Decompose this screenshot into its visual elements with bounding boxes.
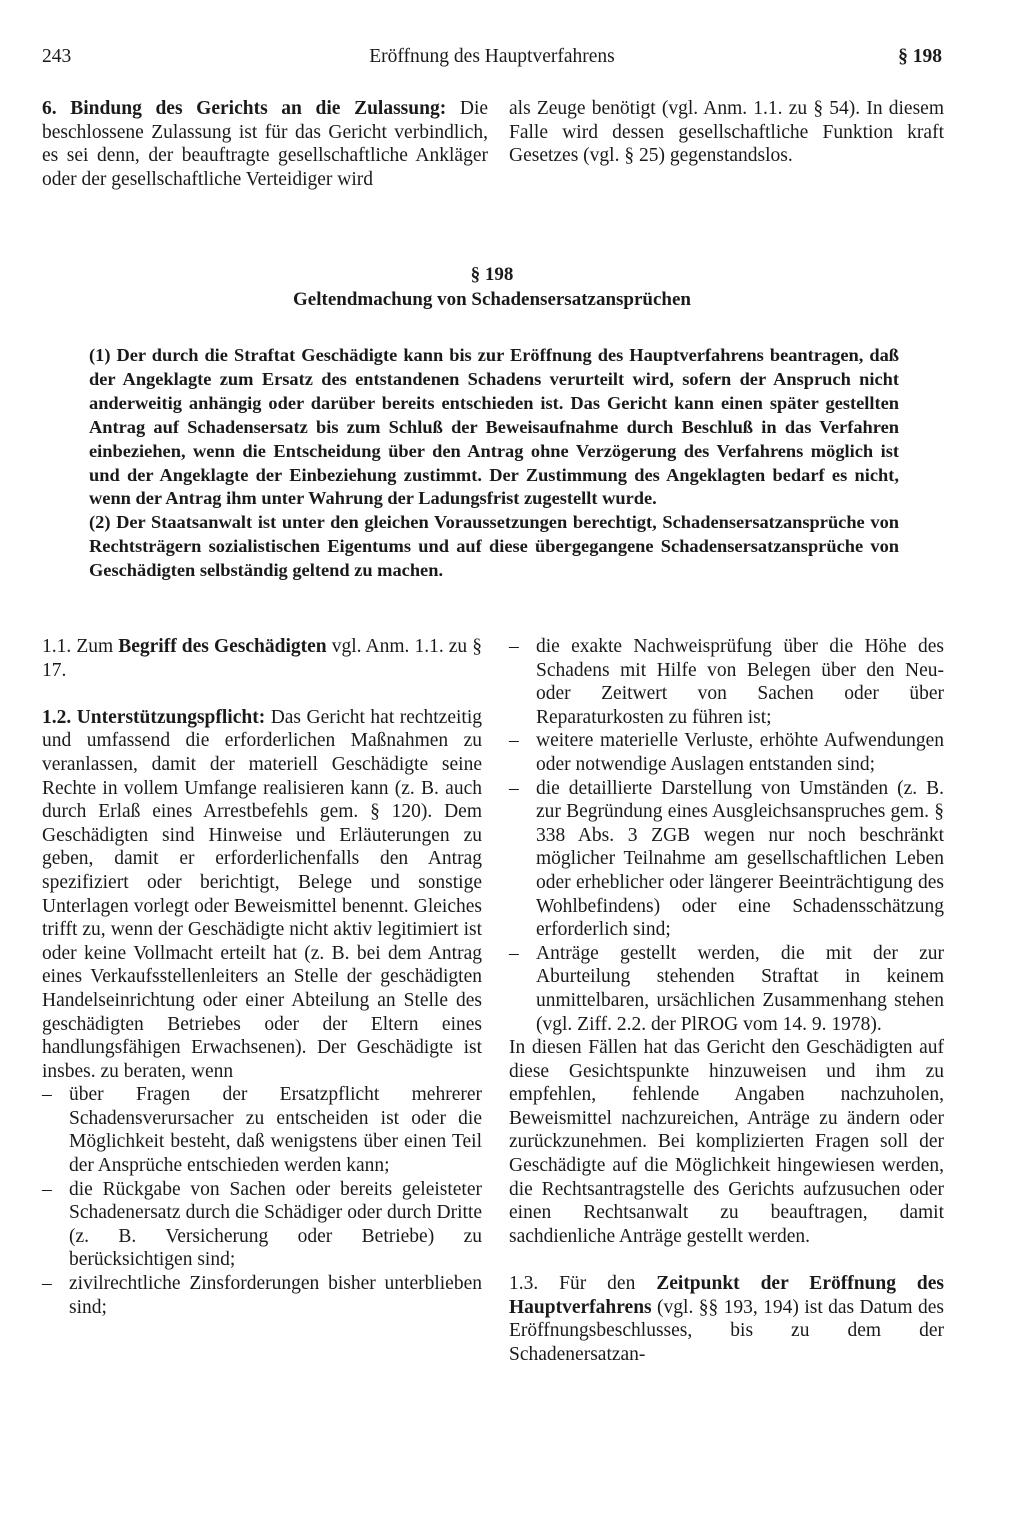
statute-text (89, 344, 899, 583)
note-1-2-heading: 1.2. Unterstützungspflicht: (42, 706, 266, 728)
list-item: – über Fragen der Ersatzpflicht mehrerer Schadensverursacher zu entscheiden ist oder die Möglichkeit besteht, daß wenigstens über einen Teil der Ansprüche entschieden werden kann; (42, 1083, 482, 1177)
section-heading (42, 262, 942, 312)
top-left-column (42, 97, 488, 191)
commentary-left-column (42, 635, 482, 1319)
note-1-3 (509, 1272, 944, 1366)
running-title: Eröffnung des Hauptverfahrens (369, 46, 615, 67)
commentary-right-column (509, 635, 944, 1366)
note-1-1-term: Begriff des Geschädigten (118, 636, 327, 657)
top-right-column (509, 97, 944, 168)
list-item: – zivilrechtliche Zinsforderungen bisher unterblieben sind; (42, 1272, 482, 1319)
note-1-1-prefix: 1.1. Zum (42, 636, 119, 657)
note-1-2 (42, 706, 482, 1084)
section-number: § 198 (470, 264, 514, 285)
section-title: Geltendmachung von Schadensersatzansprüchen (293, 289, 691, 310)
note-1-3-rest: (vgl. §§ 193, 194) ist das Datum des Eröffnungsbeschlusses, bis zu dem der Schadenersatzan- (509, 1296, 944, 1365)
note-1-1 (42, 635, 482, 682)
list-item: – die detaillierte Darstellung von Umständen (z. B. zur Begründung eines Ausgleichsanspruches gem. § 338 Abs. 3 ZGB wegen nur noch beschränkt möglicher Teilnahme am gesellschaftlichen Leben oder erheblicher oder längerer Beeinträchtigung des Wohlbefindens) oder eine Schadensschätzung erforderlich sind; (509, 777, 944, 942)
note-1-3-term: Zeitpunkt der Eröffnung des Hauptverfahrens (509, 1273, 944, 1318)
page-number: 243 (42, 46, 72, 67)
note-1-3-prefix: 1.3. Für den (509, 1273, 657, 1295)
statute-paragraph-1: (1) Der durch die Straftat Geschädigte kann bis zur Eröffnung des Hauptverfahrens beantragen, daß der Angeklagte zum Ersatz des entstandenen Schadens verurteilt wird, sofern der Anspruch nicht anderweitig anhängig oder darüber bereits entschieden ist. Das Gericht kann einen später gestellten Antrag auf Schadensersatz bis zum Schluß der Beweisaufnahme durch Beschluß in das Verfahren einbeziehen, wenn die Entscheidung über den Antrag ohne Verzögerung des Verfahrens möglich ist und der Angeklagte der Einbeziehung zustimmt. Der Zustimmung des Angeklagten bedarf es nicht, wenn der Antrag ihm unter Wahrung der Ladungsfrist zugestellt wurde. (89, 345, 899, 509)
list-item: – Anträge gestellt werden, die mit der zur Aburteilung stehenden Straftat in keinem unmittelbaren, ursächlichen Zusammenhang stehen (vgl. Ziff. 2.2. der PlROG vom 14. 9. 1978). (509, 942, 944, 1036)
note-6 (42, 97, 488, 191)
list-item: – die Rückgabe von Sachen oder bereits geleisteter Schadenersatz durch die Schädiger oder durch Dritte (z. B. Versicherung oder Betriebe) zu berücksichtigen sind; (42, 1178, 482, 1272)
note-1-2-text: Das Gericht hat rechtzeitig und umfassend die erforderlichen Maßnahmen zu veranlassen, damit der materiell Geschädigte seine Rechte in vollem Umfange realisieren kann (z. B. auch durch Erlaß eines Arrestbefehls gem. § 120). Dem Geschädigten sind Hinweise und Erläuterungen zu geben, damit er erforderlichenfalls den Antrag spezifiziert oder berichtigt, Belege und sonstige Unterlagen vorlegt oder Beweismittel benennt. Gleiches trifft zu, wenn der Geschädigte nicht aktiv legitimiert ist oder keine Vollmacht erteilt hat (z. B. bei dem Antrag eines Verkaufsstellenleiters an Stelle der geschädigten Handelseinrichtung oder einer Abteilung an Stelle des geschädigten Betriebes oder der Eltern eines handlungsfähigen Erwachsenen). Der Geschädigte ist insbes. zu beraten, wenn (42, 706, 482, 1082)
note-6-continued: als Zeuge benötigt (vgl. Anm. 1.1. zu § 54). In diesem Falle wird dessen gesellschaftliche Funktion kraft Gesetzes (vgl. § 25) gegenstandslos. (509, 98, 944, 167)
list-item: – weitere materielle Verluste, erhöhte Aufwendungen oder notwendige Auslagen entstanden sind; (509, 729, 944, 776)
statute-paragraph-2: (2) Der Staatsanwalt ist unter den gleichen Voraussetzungen berechtigt, Schadensersatzansprüche von Rechtsträgern sozialistischen Eigentums und auf diese übergegangene Schadensersatzansprüche von Geschädigten selbständig geltend zu machen. (89, 512, 899, 581)
dash-list-left (42, 1083, 482, 1319)
note-6-text: Die beschlossene Zulassung ist für das Gericht verbindlich, es sei denn, der beauftragte gesellschaftliche Ankläger oder der gesellschaftliche Verteidiger wird (42, 98, 489, 190)
note-6-heading: 6. Bindung des Gerichts an die Zulassung: (42, 98, 447, 119)
section-marker: § 198 (898, 46, 942, 67)
dash-list-right (509, 635, 944, 1036)
closing-paragraph: In diesen Fällen hat das Gericht den Geschädigten auf diese Gesichtspunkte hinzuweisen und ihm zu empfehlen, fehlende Angaben nachzuholen, Beweismittel nachzureichen, Anträge zu ändern oder zurückzunehmen. Bei komplizierten Fragen soll der Geschädigte auf die Möglichkeit hingewiesen werden, die Rechtsantragstelle des Gerichts aufzusuchen oder einen Rechtsanwalt zu beauftragen, damit sachdienliche Anträge gestellt werden. (509, 1037, 944, 1247)
list-item: – die exakte Nachweisprüfung über die Höhe des Schadens mit Hilfe von Belegen über den Neu- oder Zeitwert von Sachen oder über Reparaturkosten zu führen ist; (509, 635, 944, 729)
note-1-1-rest: vgl. Anm. 1.1. zu § 17. (42, 636, 482, 681)
running-header (42, 46, 942, 76)
